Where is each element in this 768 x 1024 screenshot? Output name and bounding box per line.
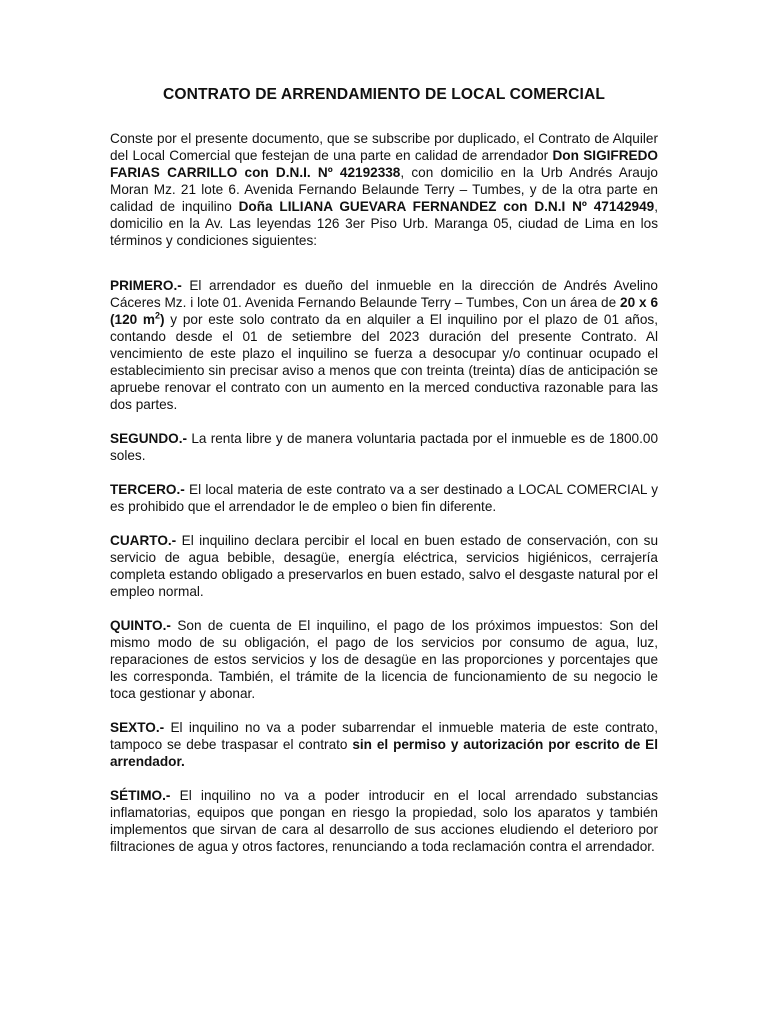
intro-text-3: , domicilio en la Av. Las leyendas 126 3er Piso Urb. Maranga 05, ciudad de Lima en los términos y condiciones siguientes:: [110, 199, 658, 248]
clause-text: Son de cuenta de El inquilino, el pago de los próximos impuestos: Son del mismo modo de su obligación, el pago de los servicios por consumo de agua, luz, reparaciones de estos servicios y los de desagüe en las proporciones y porcentajes que les corresponda. También, el trámite de la licencia de funcionamiento de su negocio le toca gestionar y abonar.: [110, 618, 658, 701]
clause-bold-text: sin el permiso y autorización por escrito de El arrendador.: [110, 737, 658, 769]
landlord-name: Don SIGIFREDO FARIAS CARRILLO con D.N.I. Nº 42192338: [110, 148, 658, 180]
document-title: CONTRATO DE ARRENDAMIENTO DE LOCAL COMERCIAL: [163, 86, 605, 103]
clause-text: El arrendador es dueño del inmueble en la dirección de Andrés Avelino Cáceres Mz. i lote 01. Avenida Fernando Belaunde Terry – Tumbes, Con un área de: [110, 278, 658, 310]
clause-label: SEGUNDO.-: [110, 431, 188, 446]
clause-segundo: [110, 430, 658, 464]
clause-label: TERCERO.-: [110, 482, 185, 497]
intro-text-1: Conste por el presente documento, que se subscribe por duplicado, el Contrato de Alquiler del Local Comercial que festejan de una parte en calidad de arrendador: [110, 131, 658, 163]
clause-setimo: [110, 787, 658, 855]
clause-text: El local materia de este contrato va a ser destinado a LOCAL COMERCIAL y es prohibido que el arrendador le de empleo o bien fin diferente.: [110, 482, 658, 514]
area-value: 20 x 6 (120 $m^2$): [110, 295, 659, 327]
clause-label: PRIMERO.-: [110, 278, 182, 293]
clause-tercero: [110, 481, 658, 515]
clause-label: SEXTO.-: [110, 720, 165, 735]
clause-label: CUARTO.-: [110, 533, 177, 548]
clause-label: SÉTIMO.-: [110, 788, 171, 803]
document-page: [110, 86, 658, 855]
clause-text: La renta libre y de manera voluntaria pactada por el inmueble es de 1800.00 soles.: [110, 431, 658, 463]
intro-paragraph: [110, 130, 658, 249]
clause-sexto: [110, 719, 658, 770]
clause-text: El inquilino declara percibir el local en buen estado de conservación, con su servicio de agua bebible, desagüe, energía eléctrica, servicios higiénicos, cerrajería completa estando obligado a preservarlos en buen estado, salvo el desgaste natural por el empleo normal.: [110, 533, 658, 599]
clause-quinto: [110, 617, 658, 702]
clause-text: El inquilino no va a poder introducir en el local arrendado substancias inflamatorias, equipos que pongan en riesgo la propiedad, solo los aparatos y también implementos que sirvan de cara al desarrollo de sus acciones eludiendo el deterioro por filtraciones de agua y otros factores, renunciando a toda reclamación contra el arrendador.: [110, 788, 658, 854]
tenant-name: Doña LILIANA GUEVARA FERNANDEZ con D.N.I Nº 47142949: [238, 199, 655, 214]
clause-text: El inquilino no va a poder subarrendar el inmueble materia de este contrato, tampoco se debe traspasar el contrato: [110, 720, 658, 752]
clause-label: QUINTO.-: [110, 618, 171, 633]
clause-primero: [110, 277, 658, 413]
clause-cuarto: [110, 532, 658, 600]
intro-text-2: , con domicilio en la Urb Andrés Araujo Moran Mz. 21 lote 6. Avenida Fernando Belaunde Terry – Tumbes, y de la otra parte en calidad de inquilino: [110, 165, 658, 214]
clause-text: y por este solo contrato da en alquiler a El inquilino por el plazo de 01 años, contando desde el 01 de setiembre del 2023 duración del presente Contrato. Al vencimiento de este plazo el inquilino se fuerza a desocupar y/o continuar ocupado el establecimiento sin precisar aviso a menos que con treinta (treinta) días de anticipación se apruebe renovar el contrato con un aumento en la merced conductiva razonable para las dos partes.: [110, 312, 658, 412]
